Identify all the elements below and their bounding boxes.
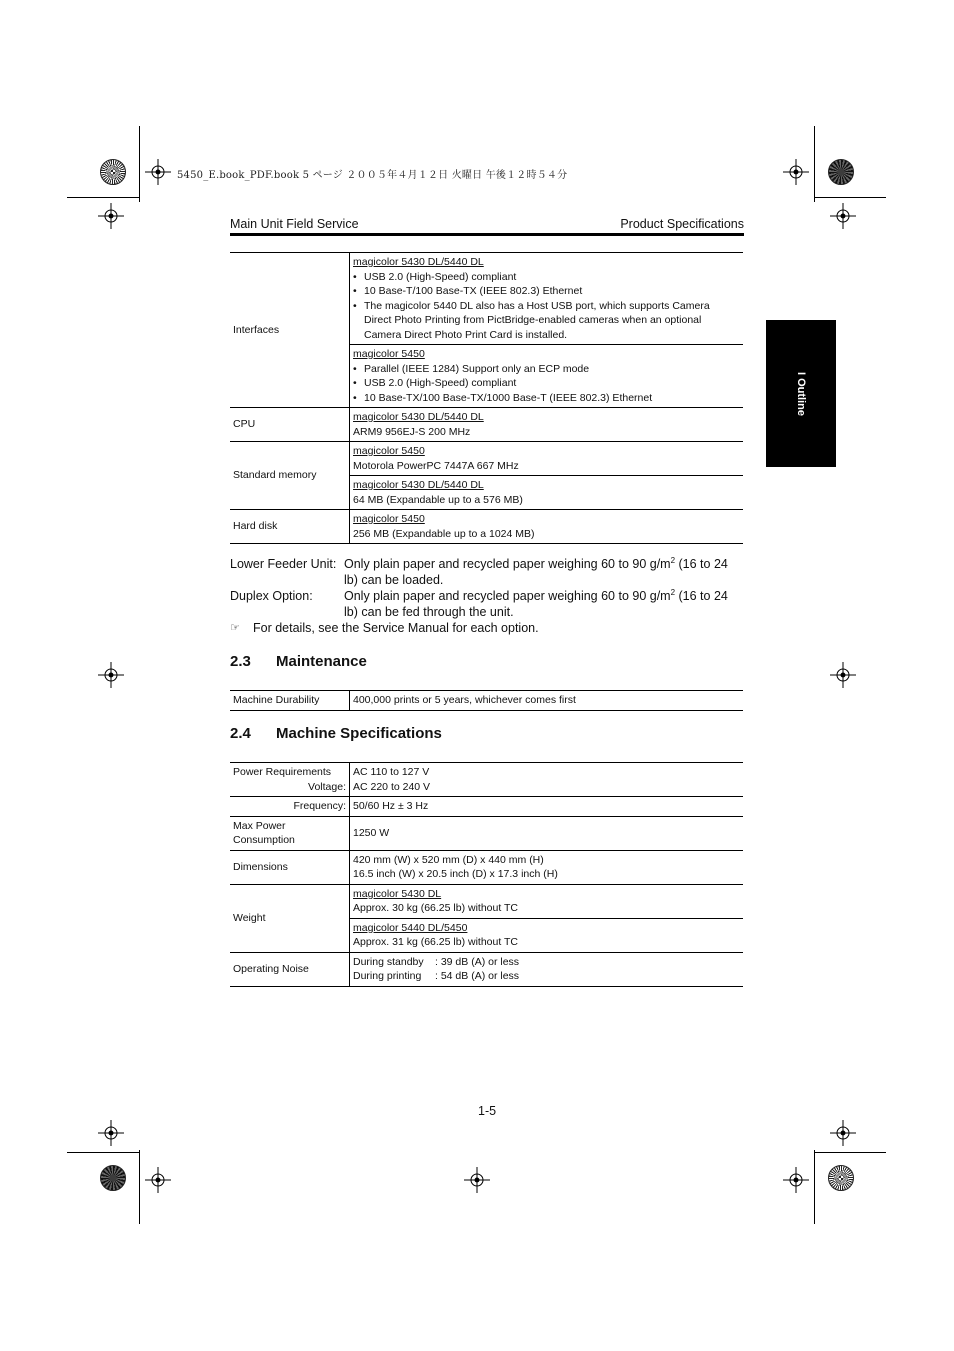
running-header-left: Main Unit Field Service: [230, 217, 359, 231]
note-lower-feeder: [230, 556, 744, 588]
table-row: [230, 816, 743, 850]
spec-cell: [350, 952, 744, 986]
rosette-mark-icon: [100, 159, 126, 185]
note-text: Only plain paper and recycled paper weighing 60 to 90 g/m: [344, 557, 671, 571]
spec-value: 400,000 prints or 5 years, whichever comes first: [350, 691, 744, 711]
model-name: magicolor 5450: [353, 513, 425, 525]
section-number: 2.4: [230, 725, 251, 742]
label-line: Power Requirements: [233, 766, 332, 778]
model-name: magicolor 5440 DL/5450: [353, 921, 468, 934]
noise-condition: During printing: [353, 970, 422, 982]
note-label: Duplex Option:: [230, 589, 313, 603]
spec-value: AC 110 to 127 V: [353, 766, 430, 778]
registration-mark-icon: [783, 1167, 809, 1193]
note-text: Only plain paper and recycled paper weighing 60 to 90 g/m: [344, 589, 671, 603]
option-notes: [230, 556, 744, 636]
table-row: [230, 797, 743, 817]
maintenance-table: [230, 690, 743, 711]
model-name: magicolor 5430 DL/5440 DL: [353, 256, 484, 268]
spec-value: Approx. 31 kg (66.25 lb) without TC: [353, 936, 518, 948]
row-label: [230, 763, 350, 797]
spec-cell: [350, 918, 744, 952]
model-name: magicolor 5430 DL: [353, 887, 442, 900]
spec-value: ARM9 956EJ-S 200 MHz: [353, 425, 471, 438]
registration-mark-icon: [98, 662, 124, 688]
machine-spec-table: [230, 762, 743, 987]
row-label: CPU: [230, 408, 350, 442]
registration-mark-icon: [145, 1167, 171, 1193]
table-row: [230, 442, 743, 476]
spec-value: Motorola PowerPC 7447A 667 MHz: [353, 459, 519, 472]
spec-cell: [350, 442, 744, 476]
section-heading-maintenance: [230, 653, 367, 670]
row-label: Hard disk: [230, 510, 350, 544]
list-item: • Parallel (IEEE 1284) Support only an ECP mode: [353, 362, 740, 377]
superscript: 2: [670, 555, 676, 565]
row-label: Dimensions: [230, 850, 350, 884]
rosette-mark-icon: [828, 1165, 854, 1191]
registration-mark-icon: [464, 1167, 490, 1193]
noise-line: [353, 969, 740, 984]
row-label: Standard memory: [230, 442, 350, 510]
note-duplex: [230, 588, 744, 620]
registration-mark-icon: [98, 203, 124, 229]
table-row: [230, 952, 743, 986]
registration-mark-icon: [145, 159, 171, 185]
table-row: [230, 884, 743, 918]
pointing-hand-icon: ☞: [230, 622, 240, 634]
spec-value: 64 MB (Expandable up to a 576 MB): [353, 493, 523, 506]
spec-cell: [350, 408, 744, 442]
registration-mark-icon: [830, 203, 856, 229]
spec-cell: [350, 510, 744, 544]
header-rule: [230, 233, 744, 236]
spec-value: 256 MB (Expandable up to a 1024 MB): [353, 527, 535, 540]
spec-cell: [350, 763, 744, 797]
side-tab-label: I Outline: [795, 371, 807, 416]
spec-value: 50/60 Hz ± 3 Hz: [350, 797, 744, 817]
section-title: Machine Specifications: [276, 725, 442, 742]
row-label: [230, 816, 350, 850]
spec-cell: [350, 884, 744, 918]
running-header-right: Product Specifications: [620, 217, 744, 231]
row-label: Operating Noise: [230, 952, 350, 986]
superscript: 2: [670, 587, 676, 597]
registration-mark-icon: [783, 159, 809, 185]
section-heading-machine-specifications: [230, 725, 442, 742]
row-label: Machine Durability: [230, 691, 350, 711]
table-row: [230, 691, 743, 711]
spec-value: Approx. 30 kg (66.25 lb) without TC: [353, 902, 518, 914]
noise-condition: During standby: [353, 955, 424, 968]
list-item: • 10 Base-T/100 Base-TX (IEEE 802.3) Ethernet: [353, 284, 740, 299]
registration-mark-icon: [830, 662, 856, 688]
registration-mark-icon: [830, 1120, 856, 1146]
page-number: 1-5: [478, 1104, 497, 1118]
model-name: magicolor 5450: [353, 445, 425, 457]
list-item: • USB 2.0 (High-Speed) compliant: [353, 376, 740, 391]
label-line: Consumption: [233, 834, 295, 846]
reference-text: For details, see the Service Manual for each option.: [253, 621, 539, 635]
row-label: Interfaces: [230, 253, 350, 408]
registration-mark-icon: [98, 1120, 124, 1146]
spec-cell: [350, 253, 744, 345]
side-tab: [766, 320, 836, 467]
noise-value: : 54 dB (A) or less: [435, 970, 520, 982]
label-line: Max Power: [233, 819, 286, 832]
reference-note: [230, 620, 744, 636]
table-row: [230, 763, 743, 797]
spec-cell: [350, 850, 744, 884]
spec-value: 1250 W: [350, 816, 744, 850]
spec-value: AC 220 to 240 V: [353, 780, 431, 793]
note-label: Lower Feeder Unit:: [230, 557, 337, 571]
model-name: magicolor 5430 DL/5440 DL: [353, 479, 484, 491]
model-name: magicolor 5430 DL/5440 DL: [353, 411, 484, 423]
model-name: magicolor 5450: [353, 348, 425, 360]
label-line: Voltage:: [308, 780, 346, 793]
list-item: • 10 Base-TX/100 Base-TX/1000 Base-T (IEEE 802.3) Ethernet: [353, 391, 740, 406]
section-title: Maintenance: [276, 653, 367, 670]
table-row: [230, 253, 743, 345]
list-item: • USB 2.0 (High-Speed) compliant: [353, 270, 740, 285]
note-text: (16 to 24 lb) can be loaded.: [344, 557, 728, 587]
row-label: Weight: [230, 884, 350, 952]
noise-value: : 39 dB (A) or less: [435, 955, 520, 968]
note-text: (16 to 24 lb) can be fed through the unit.: [344, 589, 728, 619]
table-row: [230, 510, 743, 544]
table-row: [230, 850, 743, 884]
spec-cell: [350, 476, 744, 510]
running-header: [230, 217, 744, 231]
section-number: 2.3: [230, 653, 251, 670]
row-label: Frequency:: [230, 797, 350, 817]
rosette-mark-icon: [100, 1165, 126, 1191]
spec-cell: [350, 345, 744, 408]
print-file-header: 5450_E.book_PDF.book 5 ページ ２００５年４月１２日 火曜日 午後１２時５４分: [177, 170, 568, 181]
list-item: • The magicolor 5440 DL also has a Host USB port, which supports Camera Direct Photo Printing from PictBridge-enabled cameras when an optional Camera Direct Photo Print Card is installed.: [353, 299, 740, 343]
rosette-mark-icon: [828, 159, 854, 185]
table-row: [230, 408, 743, 442]
spec-value: 420 mm (W) x 520 mm (D) x 440 mm (H): [353, 853, 544, 866]
noise-line: [353, 955, 740, 970]
spec-value: 16.5 inch (W) x 20.5 inch (D) x 17.3 inch (H): [353, 868, 558, 880]
interfaces-spec-table: [230, 252, 743, 544]
